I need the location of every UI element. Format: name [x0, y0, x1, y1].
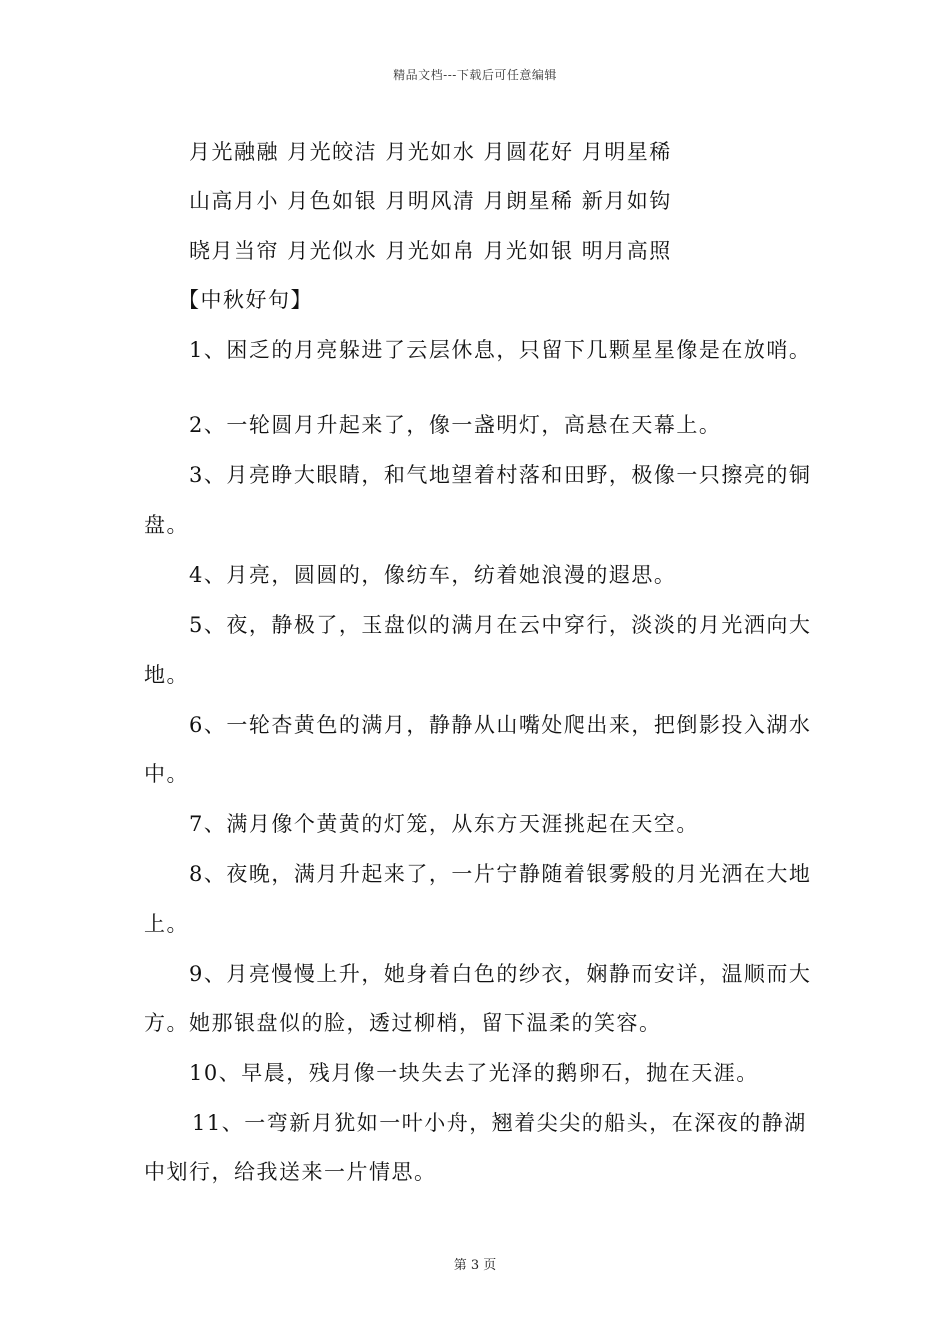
sentence-8-line-1: 8、夜晚，满月升起来了，一片宁静随着银雾般的月光洒在大地: [189, 862, 812, 886]
sentence-5-line-2: 地。: [144, 663, 189, 687]
sentence-8-line-2: 上。: [144, 912, 189, 936]
idiom-line-3: 晓月当帘 月光似水 月光如帛 月光如银 明月高照: [189, 239, 672, 263]
page-number: 第 3 页: [453, 1258, 497, 1273]
sentence-11-line-1: 11、一弯新月犹如一叶小舟，翘着尖尖的船头，在深夜的静湖: [192, 1111, 807, 1135]
sentence-1: 1、困乏的月亮躲进了云层休息，只留下几颗星星像是在放哨。: [189, 338, 812, 362]
idiom-line-1: 月光融融 月光皎洁 月光如水 月圆花好 月明星稀: [189, 140, 672, 164]
sentence-6-line-1: 6、一轮杏黄色的满月，静静从山嘴处爬出来，把倒影投入湖水: [189, 713, 812, 737]
sentence-3-line-1: 3、月亮睁大眼睛，和气地望着村落和田野，极像一只擦亮的铜: [189, 463, 812, 487]
sentence-4: 4、月亮，圆圆的，像纺车，纺着她浪漫的遐思。: [189, 563, 677, 587]
sentence-9-line-2: 方。她那银盘似的脸，透过柳梢，留下温柔的笑容。: [144, 1011, 662, 1035]
sentence-10: 10、早晨，残月像一块失去了光泽的鹅卵石，抛在天涯。: [189, 1061, 759, 1085]
idiom-line-2: 山高月小 月色如银 月明风清 月朗星稀 新月如钩: [189, 189, 672, 213]
sentence-2: 2、一轮圆月升起来了，像一盏明灯，高悬在天幕上。: [189, 413, 722, 437]
sentence-11-line-2: 中划行，给我送来一片情思。: [144, 1160, 437, 1184]
sentence-7: 7、满月像个黄黄的灯笼，从东方天涯挑起在天空。: [189, 812, 699, 836]
sentence-3-line-2: 盘。: [144, 513, 189, 537]
page-header: 精品文档---下载后可任意编辑: [393, 68, 557, 82]
section-heading: 【中秋好句】: [178, 288, 313, 312]
sentence-6-line-2: 中。: [144, 762, 189, 786]
sentence-5-line-1: 5、夜，静极了，玉盘似的满月在云中穿行，淡淡的月光洒向大: [189, 613, 812, 637]
sentence-9-line-1: 9、月亮慢慢上升，她身着白色的纱衣，娴静而安详，温顺而大: [189, 962, 812, 986]
